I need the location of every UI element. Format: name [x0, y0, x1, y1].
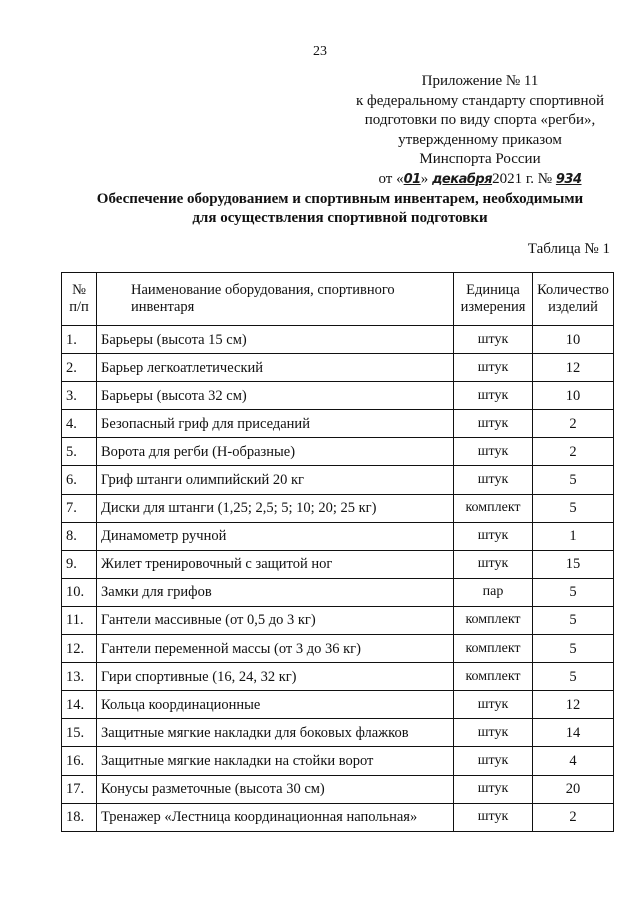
table-row [62, 663, 614, 691]
row-number: 5. [62, 438, 97, 466]
document-title-line-2: для осуществления спортивной подготовки [192, 210, 488, 226]
row-quantity: 2 [533, 803, 614, 831]
table-row [62, 326, 614, 354]
row-name: Жилет тренировочный с защитой ног [97, 550, 454, 578]
table-body [62, 326, 614, 832]
header-quantity-line-2: изделий [548, 299, 598, 315]
row-unit: комплект [454, 606, 533, 634]
row-number: 10. [62, 578, 97, 606]
row-number: 8. [62, 522, 97, 550]
row-unit: штук [454, 410, 533, 438]
row-name: Ворота для регби (Н-образные) [97, 438, 454, 466]
table-row [62, 635, 614, 663]
order-line [330, 170, 630, 190]
table-row [62, 382, 614, 410]
row-unit: штук [454, 522, 533, 550]
row-unit: штук [454, 719, 533, 747]
header-unit-line-1: Единица [466, 282, 520, 298]
table-row [62, 466, 614, 494]
header-number-line-2: п/п [69, 299, 89, 315]
table-header-row [62, 273, 614, 326]
row-number: 12. [62, 635, 97, 663]
row-quantity: 5 [533, 578, 614, 606]
order-day-handwritten: 01 [403, 171, 421, 187]
appendix-line-1: Приложение № 11 [421, 73, 539, 89]
row-name: Гири спортивные (16, 24, 32 кг) [97, 663, 454, 691]
row-number: 3. [62, 382, 97, 410]
row-name: Тренажер «Лестница координационная напольная» [97, 803, 454, 831]
row-quantity: 12 [533, 354, 614, 382]
row-unit: комплект [454, 635, 533, 663]
table-label: Таблица № 1 [527, 241, 610, 257]
row-name: Конусы разметочные (высота 30 см) [97, 775, 454, 803]
table-row [62, 494, 614, 522]
row-unit: штук [454, 438, 533, 466]
order-number-handwritten: 934 [555, 171, 582, 187]
row-name: Защитные мягкие накладки для боковых флажков [97, 719, 454, 747]
row-unit: штук [454, 691, 533, 719]
appendix-line-4: утвержденному приказом [398, 131, 562, 148]
document-title [40, 190, 640, 228]
row-unit: штук [454, 803, 533, 831]
table-row [62, 691, 614, 719]
table-row [62, 719, 614, 747]
row-number: 4. [62, 410, 97, 438]
row-quantity: 14 [533, 719, 614, 747]
row-quantity: 4 [533, 747, 614, 775]
row-number: 7. [62, 494, 97, 522]
header-quantity-line-1: Количество [537, 282, 609, 298]
row-name: Гантели переменной массы (от 3 до 36 кг) [97, 635, 454, 663]
table-row [62, 522, 614, 550]
row-number: 1. [62, 326, 97, 354]
row-unit: штук [454, 466, 533, 494]
row-quantity: 5 [533, 663, 614, 691]
row-name: Защитные мягкие накладки на стойки ворот [97, 747, 454, 775]
row-quantity: 5 [533, 606, 614, 634]
row-unit: комплект [454, 494, 533, 522]
row-quantity: 5 [533, 494, 614, 522]
order-quote-close: » [420, 170, 429, 187]
row-name: Гриф штанги олимпийский 20 кг [97, 466, 454, 494]
header-name: Наименование оборудования, спортивного инвентаря [97, 273, 454, 326]
row-unit: штук [454, 382, 533, 410]
row-quantity: 20 [533, 775, 614, 803]
row-unit: штук [454, 550, 533, 578]
row-number: 6. [62, 466, 97, 494]
table-row [62, 578, 614, 606]
row-quantity: 10 [533, 326, 614, 354]
order-month-handwritten: декабря [431, 171, 493, 187]
row-name: Диски для штанги (1,25; 2,5; 5; 10; 20; 25 кг) [97, 494, 454, 522]
row-number: 11. [62, 606, 97, 634]
row-number: 13. [62, 663, 97, 691]
row-quantity: 2 [533, 410, 614, 438]
document-title-line-1: Обеспечение оборудованием и спортивным инвентарем, необходимыми [96, 191, 584, 207]
row-name: Гантели массивные (от 0,5 до 3 кг) [97, 606, 454, 634]
table-row [62, 775, 614, 803]
row-name: Безопасный гриф для приседаний [97, 410, 454, 438]
row-unit: штук [454, 775, 533, 803]
row-quantity: 5 [533, 466, 614, 494]
appendix-line-5: Минспорта России [419, 151, 541, 167]
appendix-line-3: подготовки по виду спорта «регби», [364, 112, 596, 128]
table-row [62, 747, 614, 775]
row-quantity: 10 [533, 382, 614, 410]
table-row [62, 354, 614, 382]
row-name: Замки для грифов [97, 578, 454, 606]
row-unit: штук [454, 747, 533, 775]
table-row [62, 606, 614, 634]
row-quantity: 2 [533, 438, 614, 466]
row-unit: штук [454, 326, 533, 354]
row-quantity: 15 [533, 550, 614, 578]
row-number: 14. [62, 691, 97, 719]
table-row [62, 550, 614, 578]
appendix-line-2: к федеральному стандарту спортивной [355, 92, 605, 109]
page-number: 23 [313, 44, 327, 59]
row-name: Барьеры (высота 32 см) [97, 382, 454, 410]
row-name: Барьер легкоатлетический [97, 354, 454, 382]
row-name: Барьеры (высота 15 см) [97, 326, 454, 354]
row-number: 18. [62, 803, 97, 831]
row-quantity: 1 [533, 522, 614, 550]
row-number: 17. [62, 775, 97, 803]
header-number [62, 273, 97, 326]
row-name: Динамометр ручной [97, 522, 454, 550]
row-number: 9. [62, 550, 97, 578]
row-unit: пар [454, 578, 533, 606]
row-number: 16. [62, 747, 97, 775]
header-unit-line-2: измерения [460, 299, 526, 315]
row-quantity: 12 [533, 691, 614, 719]
row-name: Кольца координационные [97, 691, 454, 719]
table-row [62, 438, 614, 466]
order-prefix: от « [378, 170, 404, 187]
header-quantity [533, 273, 614, 326]
appendix-header [330, 72, 630, 189]
row-unit: комплект [454, 663, 533, 691]
table-row [62, 803, 614, 831]
order-year-number-label: 2021 г. № [492, 170, 553, 187]
row-quantity: 5 [533, 635, 614, 663]
table-row [62, 410, 614, 438]
header-number-line-1: № [72, 282, 86, 298]
row-unit: штук [454, 354, 533, 382]
row-number: 2. [62, 354, 97, 382]
row-number: 15. [62, 719, 97, 747]
header-unit [454, 273, 533, 326]
equipment-table [61, 272, 614, 832]
